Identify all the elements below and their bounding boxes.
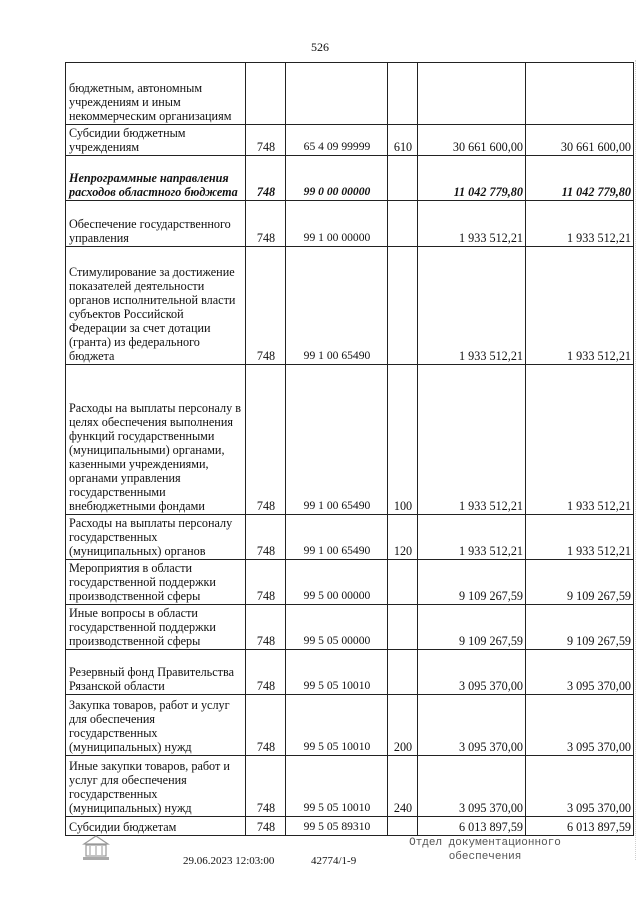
row-sum1-cell: 9 109 267,59 bbox=[418, 560, 526, 605]
row-csr-cell: 99 5 05 10010 bbox=[286, 756, 388, 817]
row-name-cell: бюджетным, автономным учреждениям и иным некоммерческим организациям bbox=[66, 63, 246, 125]
row-sum2-cell bbox=[526, 63, 634, 125]
row-vr-cell: 100 bbox=[388, 365, 418, 515]
table-row bbox=[66, 650, 634, 695]
row-sum1-cell: 3 095 370,00 bbox=[418, 695, 526, 756]
row-name-cell: Расходы на выплаты персоналу в целях обеспечения выполнения функций государственными (муниципальными) органами, казенными учреждениями, органами управления государственными внебюджетными фондами bbox=[66, 365, 246, 515]
row-vr-cell bbox=[388, 201, 418, 247]
row-csr-cell: 99 5 05 00000 bbox=[286, 605, 388, 650]
table-row bbox=[66, 560, 634, 605]
table-row bbox=[66, 515, 634, 560]
row-csr-cell: 99 5 05 10010 bbox=[286, 650, 388, 695]
row-vr-cell bbox=[388, 156, 418, 201]
row-sum2-cell: 1 933 512,21 bbox=[526, 247, 634, 365]
row-code-cell: 748 bbox=[246, 515, 286, 560]
row-csr-cell bbox=[286, 63, 388, 125]
stamp-line-1: Отдел документационного bbox=[409, 837, 561, 849]
row-csr-cell: 65 4 09 99999 bbox=[286, 125, 388, 156]
row-sum1-cell: 1 933 512,21 bbox=[418, 365, 526, 515]
row-csr-cell: 99 1 00 65490 bbox=[286, 515, 388, 560]
page-number: 526 bbox=[311, 40, 329, 54]
row-sum2-cell: 30 661 600,00 bbox=[526, 125, 634, 156]
row-vr-cell bbox=[388, 650, 418, 695]
table-row bbox=[66, 365, 634, 515]
table-row bbox=[66, 63, 634, 125]
row-sum1-cell: 11 042 779,80 bbox=[418, 156, 526, 201]
row-sum2-cell: 9 109 267,59 bbox=[526, 605, 634, 650]
row-vr-cell bbox=[388, 817, 418, 836]
row-csr-cell: 99 5 05 10010 bbox=[286, 695, 388, 756]
row-sum1-cell: 1 933 512,21 bbox=[418, 247, 526, 365]
row-sum1-cell: 3 095 370,00 bbox=[418, 756, 526, 817]
row-code-cell: 748 bbox=[246, 756, 286, 817]
row-sum1-cell: 1 933 512,21 bbox=[418, 201, 526, 247]
budget-table bbox=[65, 62, 634, 836]
table-row bbox=[66, 817, 634, 836]
row-name-cell: Обеспечение государственного управления bbox=[66, 201, 246, 247]
footer-date: 29.06.2023 12:03:00 bbox=[183, 855, 275, 867]
row-sum2-cell: 6 013 897,59 bbox=[526, 817, 634, 836]
row-name-cell: Непрограммные направления расходов областного бюджета bbox=[66, 156, 246, 201]
row-vr-cell bbox=[388, 63, 418, 125]
stamp-line-2: обеспечения bbox=[448, 851, 522, 863]
row-sum1-cell: 1 933 512,21 bbox=[418, 515, 526, 560]
row-csr-cell: 99 5 00 00000 bbox=[286, 560, 388, 605]
row-csr-cell: 99 0 00 00000 bbox=[286, 156, 388, 201]
row-sum2-cell: 1 933 512,21 bbox=[526, 201, 634, 247]
row-vr-cell bbox=[388, 247, 418, 365]
table-row bbox=[66, 247, 634, 365]
row-code-cell: 748 bbox=[246, 365, 286, 515]
row-sum1-cell: 6 013 897,59 bbox=[418, 817, 526, 836]
row-sum1-cell bbox=[418, 63, 526, 125]
row-name-cell: Расходы на выплаты персоналу государственных (муниципальных) органов bbox=[66, 515, 246, 560]
table-row bbox=[66, 695, 634, 756]
row-sum2-cell: 3 095 370,00 bbox=[526, 756, 634, 817]
row-sum2-cell: 1 933 512,21 bbox=[526, 365, 634, 515]
row-sum2-cell: 11 042 779,80 bbox=[526, 156, 634, 201]
row-name-cell: Субсидии бюджетам bbox=[66, 817, 246, 836]
row-csr-cell: 99 5 05 89310 bbox=[286, 817, 388, 836]
row-name-cell: Субсидии бюджетным учреждениям bbox=[66, 125, 246, 156]
row-code-cell: 748 bbox=[246, 201, 286, 247]
row-vr-cell: 120 bbox=[388, 515, 418, 560]
row-name-cell: Резервный фонд Правительства Рязанской области bbox=[66, 650, 246, 695]
emblem-icon bbox=[80, 834, 112, 862]
row-sum1-cell: 30 661 600,00 bbox=[418, 125, 526, 156]
row-name-cell: Стимулирование за достижение показателей деятельности органов исполнительной власти субъектов Российской Федерации за счет дотации (гранта) из федерального бюджета bbox=[66, 247, 246, 365]
row-name-cell: Иные вопросы в области государственной поддержки производственной сферы bbox=[66, 605, 246, 650]
scan-edge-marks bbox=[629, 60, 636, 860]
row-vr-cell: 240 bbox=[388, 756, 418, 817]
department-stamp bbox=[400, 836, 570, 864]
row-sum2-cell: 3 095 370,00 bbox=[526, 695, 634, 756]
row-vr-cell: 200 bbox=[388, 695, 418, 756]
table-row bbox=[66, 756, 634, 817]
table-row bbox=[66, 201, 634, 247]
row-code-cell: 748 bbox=[246, 650, 286, 695]
table-row bbox=[66, 605, 634, 650]
row-code-cell: 748 bbox=[246, 695, 286, 756]
footer-registration-number: 42774/1-9 bbox=[311, 855, 357, 867]
row-name-cell: Иные закупки товаров, работ и услуг для обеспечения государственных (муниципальных) нужд bbox=[66, 756, 246, 817]
row-sum2-cell: 3 095 370,00 bbox=[526, 650, 634, 695]
row-vr-cell bbox=[388, 605, 418, 650]
row-code-cell: 748 bbox=[246, 156, 286, 201]
row-sum2-cell: 1 933 512,21 bbox=[526, 515, 634, 560]
table-row bbox=[66, 156, 634, 201]
row-code-cell: 748 bbox=[246, 247, 286, 365]
row-sum1-cell: 9 109 267,59 bbox=[418, 605, 526, 650]
budget-table-body bbox=[66, 63, 634, 836]
table-row bbox=[66, 125, 634, 156]
row-vr-cell bbox=[388, 560, 418, 605]
row-sum2-cell: 9 109 267,59 bbox=[526, 560, 634, 605]
row-code-cell bbox=[246, 63, 286, 125]
row-code-cell: 748 bbox=[246, 125, 286, 156]
row-csr-cell: 99 1 00 65490 bbox=[286, 365, 388, 515]
row-name-cell: Закупка товаров, работ и услуг для обеспечения государственных (муниципальных) нужд bbox=[66, 695, 246, 756]
row-csr-cell: 99 1 00 65490 bbox=[286, 247, 388, 365]
row-vr-cell: 610 bbox=[388, 125, 418, 156]
row-sum1-cell: 3 095 370,00 bbox=[418, 650, 526, 695]
row-code-cell: 748 bbox=[246, 817, 286, 836]
row-csr-cell: 99 1 00 00000 bbox=[286, 201, 388, 247]
row-code-cell: 748 bbox=[246, 605, 286, 650]
row-name-cell: Мероприятия в области государственной поддержки производственной сферы bbox=[66, 560, 246, 605]
row-code-cell: 748 bbox=[246, 560, 286, 605]
